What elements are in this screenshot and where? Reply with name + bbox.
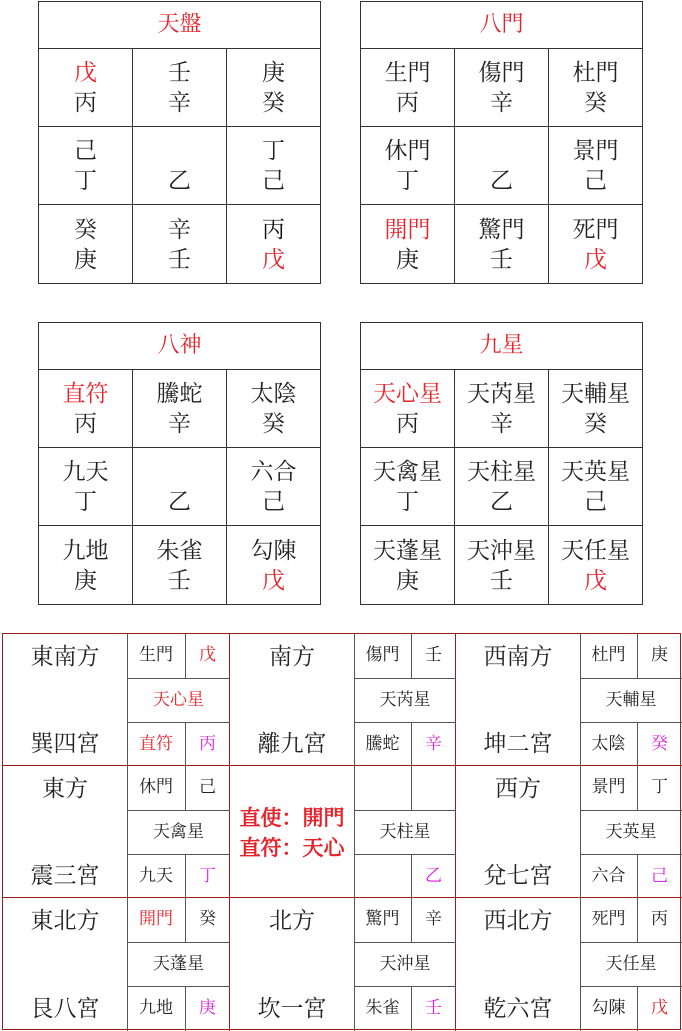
bashen-cell-bottom: 壬 xyxy=(168,567,191,594)
palace-name: 坤二宮 xyxy=(483,731,553,757)
grid-line xyxy=(411,898,412,942)
bashen-cell xyxy=(227,370,320,448)
grid-line xyxy=(127,722,230,723)
bashen-cell xyxy=(133,448,227,526)
bamen-panel xyxy=(360,1,643,284)
palace-door: 驚門 xyxy=(365,909,400,929)
bamen-cell-bottom: 乙 xyxy=(490,167,513,194)
palace-tianpan: 丁 xyxy=(651,777,668,797)
palace-name: 兌七宮 xyxy=(483,863,553,889)
jiuxing-cell-bottom: 戊 xyxy=(584,567,607,594)
grid-line xyxy=(127,942,230,943)
bamen-cell-bottom: 癸 xyxy=(584,89,607,116)
grid-line xyxy=(637,722,638,766)
grid-line xyxy=(354,722,456,723)
grid-line xyxy=(354,898,355,1031)
tianpan-cell xyxy=(227,49,320,127)
tianpan-cell-bottom: 庚 xyxy=(74,246,97,273)
palace-star: 天蓬星 xyxy=(153,954,204,974)
grid-line xyxy=(354,634,355,766)
bashen-cell-top: 九天 xyxy=(62,458,109,485)
palace-name: 坎一宮 xyxy=(257,996,327,1022)
grid-line xyxy=(580,854,682,855)
bashen-cell-bottom: 己 xyxy=(262,488,285,515)
palace-door: 景門 xyxy=(591,777,626,797)
palace-star: 天任星 xyxy=(605,954,657,974)
grid-line xyxy=(580,810,682,811)
palace-god: 勾陳 xyxy=(591,998,626,1018)
tianpan-cell xyxy=(39,205,133,284)
tianpan-cell-bottom: 丁 xyxy=(74,167,97,194)
jiuxing-cell-top: 天芮星 xyxy=(467,380,536,407)
bamen-grid xyxy=(361,49,642,284)
bashen-cell-bottom: 辛 xyxy=(168,410,191,437)
jiuxing-grid xyxy=(361,370,642,605)
jiuxing-cell-top: 天英星 xyxy=(561,458,630,485)
bashen-cell-top: 騰蛇 xyxy=(156,380,203,407)
palace-door: 生門 xyxy=(139,645,173,665)
bamen-cell xyxy=(361,127,455,205)
bamen-cell-bottom: 己 xyxy=(584,167,607,194)
jiuxing-cell-top: 天禽星 xyxy=(373,458,442,485)
bashen-cell-bottom: 庚 xyxy=(74,567,97,594)
grid-line xyxy=(127,678,230,679)
jiuxing-cell-bottom: 癸 xyxy=(584,410,607,437)
tianpan-title: 天盤 xyxy=(39,2,320,49)
jiuxing-cell-bottom: 己 xyxy=(584,488,607,515)
palace-direction: 西北方 xyxy=(483,908,553,934)
bashen-grid xyxy=(39,370,320,605)
jiuxing-cell xyxy=(361,448,455,526)
palace-star: 天英星 xyxy=(605,822,657,842)
center-zhifu: 直符：天心 xyxy=(239,836,345,860)
palace-star: 天芮星 xyxy=(379,690,431,710)
grid-line xyxy=(185,854,186,898)
palace-tianpan: 壬 xyxy=(425,645,442,665)
tianpan-cell-top: 丁 xyxy=(262,137,285,164)
grid-line xyxy=(580,898,581,1031)
palace-direction: 東南方 xyxy=(30,644,100,670)
palace-door: 死門 xyxy=(591,909,626,929)
jiuxing-panel xyxy=(360,322,643,605)
jiuxing-title: 九星 xyxy=(361,323,642,370)
tianpan-cell-bottom: 辛 xyxy=(168,89,191,116)
tianpan-cell-top: 丙 xyxy=(262,216,285,243)
bashen-cell xyxy=(39,370,133,448)
jiuxing-cell xyxy=(549,370,642,448)
bamen-cell-top: 景門 xyxy=(572,137,619,164)
grid-line xyxy=(411,722,412,766)
jiuxing-cell-bottom: 乙 xyxy=(490,488,513,515)
bashen-cell-top: 九地 xyxy=(62,537,109,564)
tianpan-cell-top: 辛 xyxy=(168,216,191,243)
tianpan-cell-top: 庚 xyxy=(262,59,285,86)
tianpan-cell xyxy=(133,127,227,205)
palace-star: 天心星 xyxy=(153,690,204,710)
grid-line xyxy=(637,898,638,942)
bashen-title: 八神 xyxy=(39,323,320,370)
bashen-cell-bottom: 癸 xyxy=(262,410,285,437)
palace-tianpan: 癸 xyxy=(199,909,216,929)
grid-line xyxy=(127,898,128,1031)
bashen-cell-top: 直符 xyxy=(62,380,109,407)
bamen-cell-top: 死門 xyxy=(572,216,619,243)
grid-line xyxy=(229,634,230,1031)
bamen-cell-top: 休門 xyxy=(384,137,431,164)
bamen-cell-top: 生門 xyxy=(384,59,431,86)
tianpan-cell-bottom: 己 xyxy=(262,167,285,194)
tianpan-grid xyxy=(39,49,320,284)
grid-line xyxy=(185,722,186,766)
palace-dipan: 丁 xyxy=(199,866,216,886)
palace-name: 離九宮 xyxy=(257,731,327,757)
palace-dipan: 辛 xyxy=(425,734,442,754)
tianpan-cell-bottom: 壬 xyxy=(168,246,191,273)
bamen-cell-top: 開門 xyxy=(384,216,431,243)
tianpan-cell xyxy=(227,127,320,205)
grid-line xyxy=(127,810,230,811)
tianpan-cell-bottom: 戊 xyxy=(262,246,285,273)
palace-name: 艮八宮 xyxy=(30,996,100,1022)
palace-tianpan: 己 xyxy=(199,777,216,797)
grid-line xyxy=(127,986,230,987)
jiuxing-cell-bottom: 辛 xyxy=(490,410,513,437)
grid-line xyxy=(185,766,186,810)
jiuxing-cell xyxy=(549,526,642,605)
palace-tianpan: 庚 xyxy=(651,645,668,665)
bamen-title: 八門 xyxy=(361,2,642,49)
tianpan-cell-bottom: 丙 xyxy=(74,89,97,116)
grid-line xyxy=(580,678,682,679)
jiuxing-cell xyxy=(455,448,549,526)
grid-line xyxy=(580,722,682,723)
palace-direction: 南方 xyxy=(269,644,315,670)
center-zhishi: 直使：開門 xyxy=(239,806,345,830)
jiuxing-cell-top: 天柱星 xyxy=(467,458,536,485)
tianpan-cell xyxy=(39,127,133,205)
grid-line xyxy=(411,986,412,1031)
tianpan-cell-top: 戊 xyxy=(74,59,97,86)
tianpan-cell-bottom: 乙 xyxy=(168,167,191,194)
grid-line xyxy=(354,766,355,898)
bamen-cell xyxy=(549,205,642,284)
bamen-cell-bottom: 丁 xyxy=(396,167,419,194)
palace-door: 杜門 xyxy=(591,645,626,665)
grid-line xyxy=(185,986,186,1031)
grid-line xyxy=(127,854,230,855)
palace-dipan: 庚 xyxy=(199,998,216,1018)
palace-name: 乾六宮 xyxy=(483,996,553,1022)
palace-tianpan: 丙 xyxy=(651,909,668,929)
bamen-cell-bottom: 庚 xyxy=(396,246,419,273)
tianpan-cell-top: 癸 xyxy=(74,216,97,243)
palace-god: 太陰 xyxy=(591,734,626,754)
bashen-cell xyxy=(133,526,227,605)
tianpan-cell xyxy=(39,49,133,127)
palace-dipan: 癸 xyxy=(651,734,668,754)
palace-god: 騰蛇 xyxy=(365,734,400,754)
jiuxing-cell-top: 天沖星 xyxy=(467,537,536,564)
jiuxing-cell-top: 天任星 xyxy=(561,537,630,564)
bamen-cell xyxy=(361,205,455,284)
bashen-panel xyxy=(38,322,321,605)
palace-star: 天柱星 xyxy=(379,822,431,842)
palace-dipan: 戊 xyxy=(651,998,668,1018)
bashen-cell xyxy=(227,448,320,526)
bashen-cell xyxy=(39,448,133,526)
tianpan-cell xyxy=(133,205,227,284)
bashen-cell xyxy=(227,526,320,605)
jiuxing-cell-bottom: 丁 xyxy=(396,488,419,515)
bamen-cell xyxy=(455,49,549,127)
bamen-cell xyxy=(361,49,455,127)
bashen-cell xyxy=(133,370,227,448)
bamen-cell xyxy=(549,49,642,127)
grid-line xyxy=(637,766,638,810)
tianpan-cell-top: 己 xyxy=(74,137,97,164)
jiuxing-cell xyxy=(455,370,549,448)
palace-star: 天禽星 xyxy=(153,822,204,842)
combined-chart xyxy=(2,633,681,1030)
grid-line xyxy=(411,854,412,898)
grid-line xyxy=(580,986,682,987)
palace-dipan: 己 xyxy=(651,866,668,886)
jiuxing-cell xyxy=(361,370,455,448)
palace-dipan: 乙 xyxy=(425,866,442,886)
tianpan-panel xyxy=(38,1,321,284)
tianpan-cell-top: 壬 xyxy=(168,59,191,86)
grid-line xyxy=(411,766,412,810)
grid-line xyxy=(354,854,456,855)
palace-star: 天沖星 xyxy=(379,954,431,974)
grid-line xyxy=(580,634,581,766)
bamen-cell-bottom: 丙 xyxy=(396,89,419,116)
palace-door: 休門 xyxy=(139,777,173,797)
palace-god: 朱雀 xyxy=(365,998,400,1018)
bamen-cell xyxy=(549,127,642,205)
grid-line xyxy=(637,634,638,678)
bashen-cell-bottom: 丁 xyxy=(74,488,97,515)
jiuxing-cell-top: 天心星 xyxy=(373,380,442,407)
palace-direction: 西方 xyxy=(495,776,541,802)
tianpan-cell xyxy=(133,49,227,127)
grid-line xyxy=(580,766,581,898)
palace-direction: 北方 xyxy=(269,908,315,934)
bashen-cell-bottom: 丙 xyxy=(74,410,97,437)
palace-god: 九天 xyxy=(139,866,173,886)
bashen-cell-top: 朱雀 xyxy=(156,537,203,564)
palace-direction: 東北方 xyxy=(30,908,100,934)
grid-line xyxy=(185,898,186,942)
grid-line xyxy=(354,986,456,987)
palace-tianpan: 辛 xyxy=(425,909,442,929)
jiuxing-cell xyxy=(455,526,549,605)
grid-line xyxy=(127,766,128,898)
bamen-cell-bottom: 辛 xyxy=(490,89,513,116)
jiuxing-cell-top: 天輔星 xyxy=(561,380,630,407)
palace-star: 天輔星 xyxy=(605,690,657,710)
grid-line xyxy=(127,634,128,766)
grid-line xyxy=(185,634,186,678)
bamen-cell xyxy=(455,205,549,284)
bamen-cell-bottom: 壬 xyxy=(490,246,513,273)
grid-line xyxy=(354,810,456,811)
grid-line xyxy=(354,942,456,943)
bashen-cell xyxy=(39,526,133,605)
palace-name: 巽四宮 xyxy=(30,731,100,757)
tianpan-cell-bottom: 癸 xyxy=(262,89,285,116)
palace-name: 震三宮 xyxy=(30,863,100,889)
palace-door: 開門 xyxy=(139,909,173,929)
bashen-cell-top: 六合 xyxy=(250,458,297,485)
palace-door: 傷門 xyxy=(365,645,400,665)
bashen-cell-top: 太陰 xyxy=(250,380,297,407)
tianpan-cell xyxy=(227,205,320,284)
bashen-cell-bottom: 戊 xyxy=(262,567,285,594)
bamen-cell-top: 驚門 xyxy=(478,216,525,243)
grid-line xyxy=(580,942,682,943)
palace-tianpan: 戊 xyxy=(199,645,216,665)
grid-line xyxy=(354,678,456,679)
bamen-cell-bottom: 戊 xyxy=(584,246,607,273)
bamen-cell-top: 傷門 xyxy=(478,59,525,86)
palace-dipan: 丙 xyxy=(199,734,216,754)
palace-god: 六合 xyxy=(591,866,626,886)
jiuxing-cell-top: 天蓬星 xyxy=(373,537,442,564)
grid-line xyxy=(637,986,638,1031)
jiuxing-cell-bottom: 庚 xyxy=(396,567,419,594)
jiuxing-cell xyxy=(361,526,455,605)
bashen-cell-bottom: 乙 xyxy=(168,488,191,515)
bamen-cell-top: 杜門 xyxy=(572,59,619,86)
bashen-cell-top: 勾陳 xyxy=(250,537,297,564)
jiuxing-cell xyxy=(549,448,642,526)
grid-line xyxy=(455,634,456,1031)
palace-direction: 西南方 xyxy=(483,644,553,670)
palace-dipan: 壬 xyxy=(425,998,442,1018)
jiuxing-cell-bottom: 丙 xyxy=(396,410,419,437)
palace-god: 九地 xyxy=(139,998,173,1018)
jiuxing-cell-bottom: 壬 xyxy=(490,567,513,594)
palace-direction: 東方 xyxy=(42,776,88,802)
grid-line xyxy=(637,854,638,898)
grid-line xyxy=(411,634,412,678)
palace-god: 直符 xyxy=(139,734,173,754)
bamen-cell xyxy=(455,127,549,205)
